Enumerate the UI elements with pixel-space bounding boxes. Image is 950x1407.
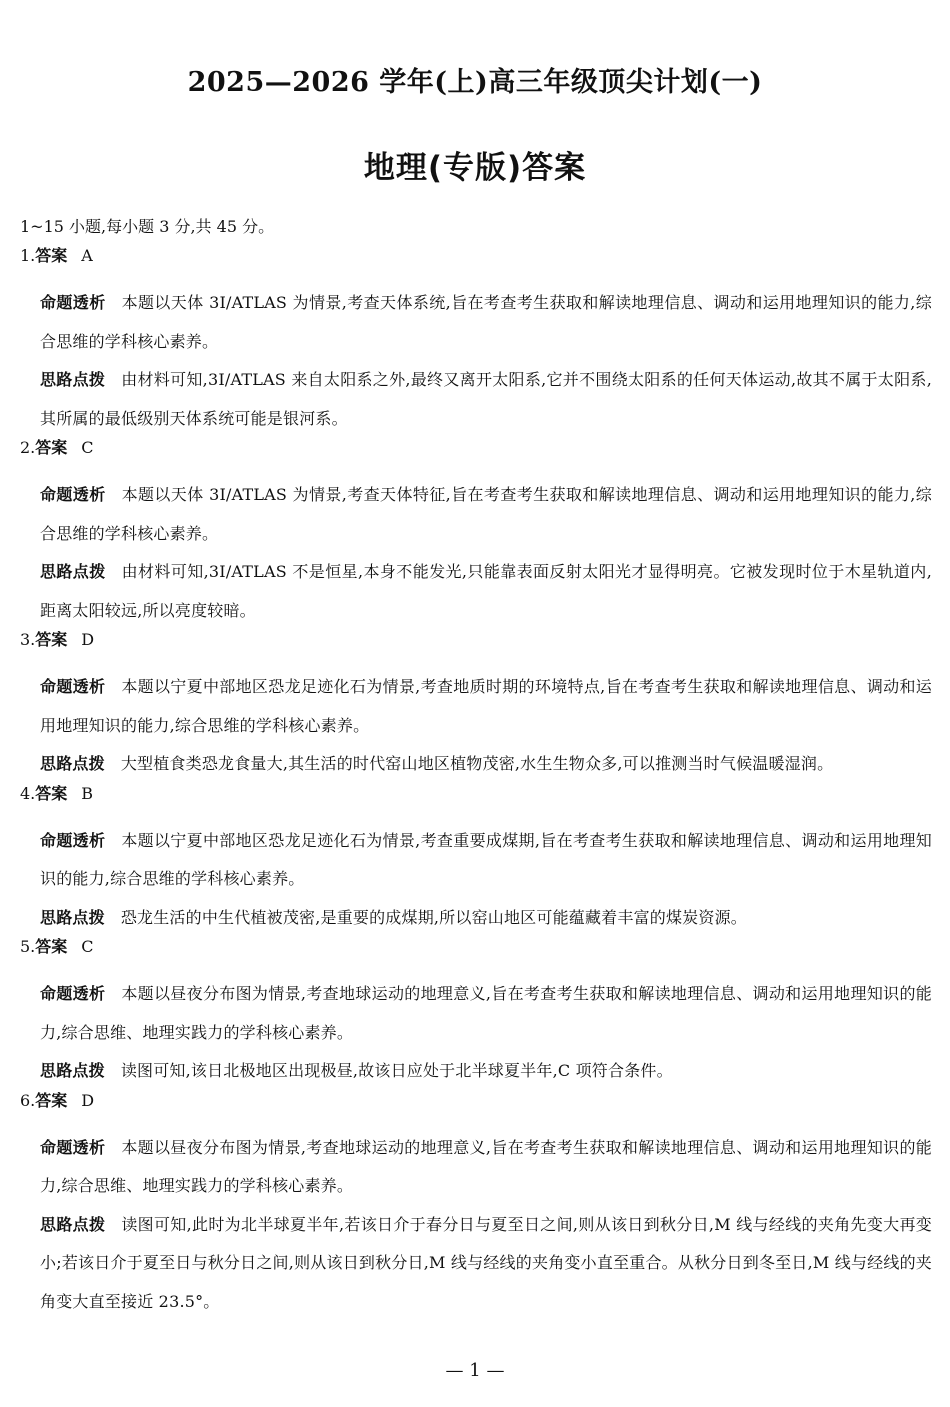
- intro-text: 1~15 小题,每小题 3 分,共 45 分。: [20, 217, 275, 236]
- answer-line: [20, 246, 932, 284]
- answer-value: C: [81, 438, 94, 457]
- answer-value: D: [81, 1090, 95, 1110]
- question-block: [20, 438, 932, 630]
- analysis-paragraph: [40, 284, 932, 361]
- question-number: 2.: [20, 438, 36, 457]
- analysis-text: 本题以天体 3I/ATLAS 为情景,考查天体系统,旨在考查考生获取和解读地理信息、调动和运用地理知识的能力,综合思维的学科核心素养。: [40, 293, 932, 351]
- page-number: — 1 —: [445, 1360, 505, 1381]
- hint-label: 思路点拨: [40, 1061, 105, 1080]
- question-block: [20, 784, 932, 938]
- hint-paragraph: [40, 745, 932, 784]
- hint-paragraph: [40, 553, 932, 630]
- analysis-label: 命题透析: [40, 677, 106, 696]
- answer-line: [20, 438, 932, 476]
- analysis-text: 本题以昼夜分布图为情景,考查地球运动的地理意义,旨在考查考生获取和解读地理信息、调动和运用地理知识的能力,综合思维、地理实践力的学科核心素养。: [40, 984, 932, 1042]
- analysis-text: 本题以昼夜分布图为情景,考查地球运动的地理意义,旨在考查考生获取和解读地理信息、调动和运用地理知识的能力,综合思维、地理实践力的学科核心素养。: [40, 1137, 932, 1195]
- hint-label: 思路点拨: [40, 562, 106, 581]
- hint-text: 读图可知,该日北极地区出现极昼,故该日应处于北半球夏半年,C 项符合条件。: [120, 1061, 673, 1080]
- hint-label: 思路点拨: [40, 754, 105, 773]
- hint-paragraph: [40, 899, 932, 938]
- question-block: [20, 246, 932, 438]
- answer-value: D: [81, 630, 95, 649]
- hint-label: 思路点拨: [40, 1214, 106, 1234]
- answer-value: A: [81, 246, 93, 265]
- answer-label: 答案: [35, 1090, 68, 1110]
- question-block: [20, 1091, 932, 1322]
- hint-paragraph: [40, 1206, 932, 1322]
- answer-label: 答案: [35, 246, 68, 265]
- question-list: [20, 246, 932, 1321]
- hint-label: 思路点拨: [40, 907, 105, 927]
- hint-text: 恐龙生活的中生代植被茂密,是重要的成煤期,所以窑山地区可能蕴藏着丰富的煤炭资源。: [120, 907, 747, 927]
- hint-text: 由材料可知,3I/ATLAS 不是恒星,本身不能发光,只能靠表面反射太阳光才显得明亮。它被发现时位于木星轨道内,距离太阳较远,所以亮度较暗。: [40, 562, 932, 620]
- answer-value: C: [81, 937, 94, 956]
- analysis-paragraph: [40, 1129, 932, 1206]
- answer-label: 答案: [35, 937, 68, 956]
- question-block: [20, 630, 932, 784]
- answer-line: [20, 630, 932, 668]
- question-number: 1.: [20, 246, 36, 265]
- answer-value: B: [81, 783, 94, 803]
- analysis-paragraph: [40, 975, 932, 1052]
- answer-label: 答案: [35, 630, 68, 649]
- analysis-paragraph: [40, 668, 932, 745]
- hint-paragraph: [40, 1052, 932, 1091]
- analysis-paragraph: [40, 476, 932, 553]
- question-number: 3.: [20, 630, 36, 649]
- question-number: 5.: [20, 937, 36, 956]
- answer-line: [20, 937, 932, 975]
- answer-label: 答案: [35, 783, 68, 803]
- analysis-text: 本题以宁夏中部地区恐龙足迹化石为情景,考查重要成煤期,旨在考查考生获取和解读地理信息、调动和运用地理知识的能力,综合思维的学科核心素养。: [40, 830, 932, 888]
- analysis-text: 本题以宁夏中部地区恐龙足迹化石为情景,考查地质时期的环境特点,旨在考查考生获取和解读地理信息、调动和运用地理知识的能力,综合思维的学科核心素养。: [40, 677, 932, 735]
- answer-line: [20, 784, 932, 822]
- analysis-label: 命题透析: [40, 1137, 106, 1157]
- hint-text: 由材料可知,3I/ATLAS 来自太阳系之外,最终又离开太阳系,它并不围绕太阳系的任何天体运动,故其不属于太阳系,其所属的最低级别天体系统可能是银河系。: [40, 370, 932, 428]
- question-number: 6.: [20, 1090, 36, 1110]
- hint-text: 大型植食类恐龙食量大,其生活的时代窑山地区植物茂密,水生生物众多,可以推测当时气候温暖湿润。: [120, 754, 834, 773]
- hint-label: 思路点拨: [40, 370, 106, 389]
- analysis-label: 命题透析: [40, 485, 106, 504]
- analysis-text: 本题以天体 3I/ATLAS 为情景,考查天体特征,旨在考查考生获取和解读地理信息、调动和运用地理知识的能力,综合思维的学科核心素养。: [40, 485, 932, 543]
- hint-paragraph: [40, 361, 932, 438]
- question-block: [20, 937, 932, 1091]
- answer-line: [20, 1091, 932, 1129]
- hint-text: 读图可知,此时为北半球夏半年,若该日介于春分日与夏至日之间,则从该日到秋分日,M 线与经线的夹角先变大再变小;若该日介于夏至日与秋分日之间,则从该日到秋分日,M 线与经线的夹角变小直至重合。从秋分日到冬至日,M 线与经线的夹角变大直至接近 23.5°。: [40, 1214, 932, 1311]
- analysis-label: 命题透析: [40, 293, 106, 312]
- answer-label: 答案: [35, 438, 68, 457]
- question-number: 4.: [20, 783, 36, 803]
- page-subtitle: 地理(专版)答案: [363, 150, 587, 186]
- page-title: 2025—2026 学年(上)高三年级顶尖计划(一): [187, 67, 763, 98]
- analysis-label: 命题透析: [40, 830, 106, 850]
- analysis-label: 命题透析: [40, 984, 106, 1003]
- analysis-paragraph: [40, 822, 932, 899]
